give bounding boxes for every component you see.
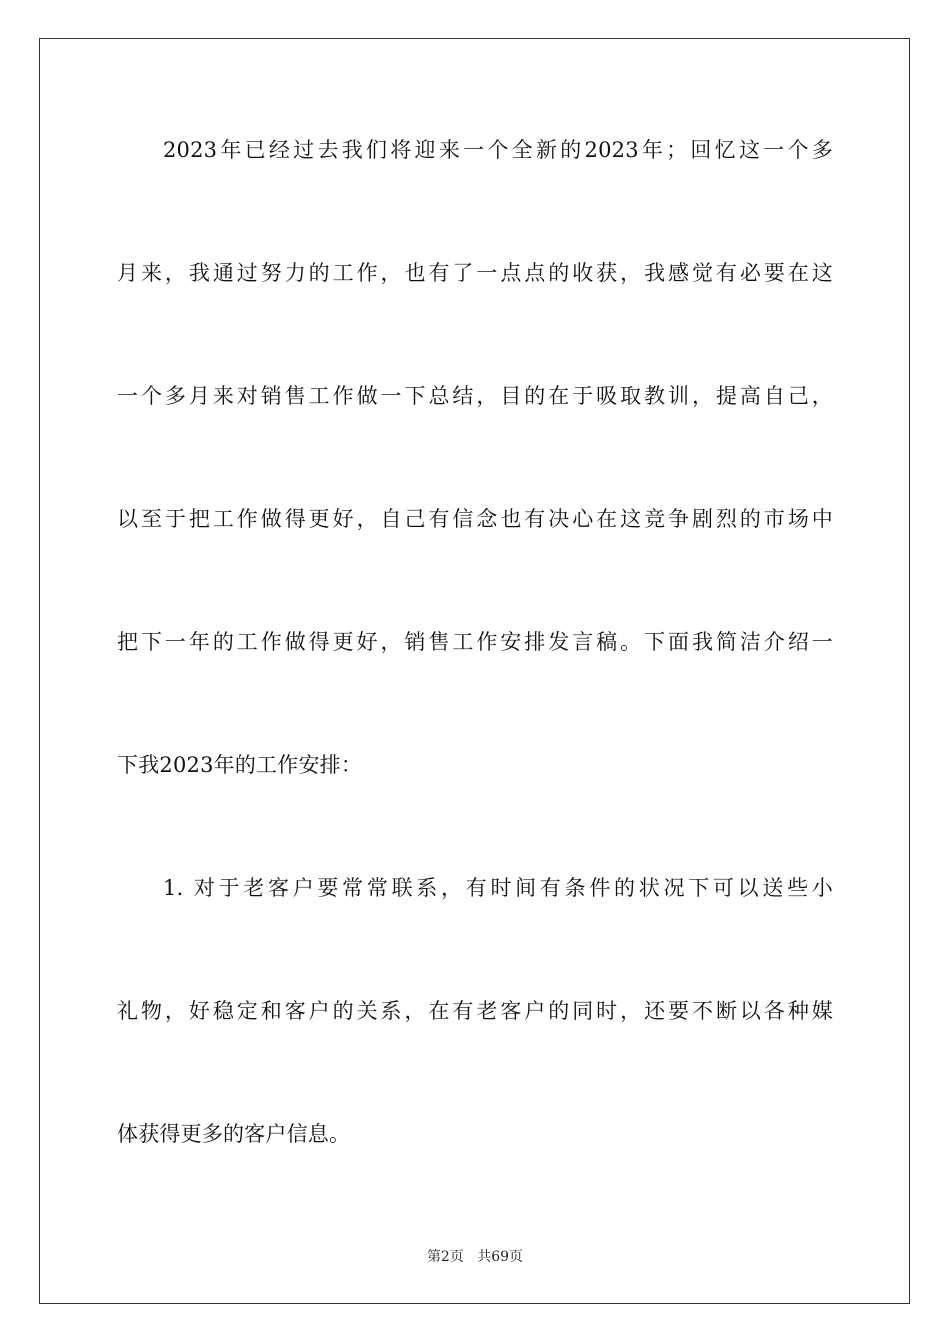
page-number: 第2页 [426, 1249, 464, 1265]
paragraph-1-line-4: 以至于把工作做得更好，自己有信念也有决心在这竞争剧烈的市场中 [117, 507, 833, 531]
paragraph-1-line-6: 下我2023年的工作安排： [117, 753, 363, 777]
paragraph-1-line-2: 月来，我通过努力的工作，也有了一点点的收获，我感觉有必要在这 [117, 261, 833, 285]
page-footer [0, 1248, 950, 1266]
page-total: 共69页 [477, 1249, 524, 1265]
paragraph-2-line-2: 礼物，好稳定和客户的关系，在有老客户的同时，还要不断以各种媒 [117, 999, 833, 1023]
paragraph-1-line-5: 把下一年的工作做得更好，销售工作安排发言稿。下面我简洁介绍一 [117, 630, 833, 654]
paragraph-2-line-1: 1. 对于老客户要常常联系，有时间有条件的状况下可以送些小 [163, 876, 833, 900]
paragraph-1-line-3: 一个多月来对销售工作做一下总结，目的在于吸取教训，提高自己， [117, 384, 833, 408]
page-frame [39, 38, 910, 1304]
paragraph-1-line-1: 2023年已经过去我们将迎来一个全新的2023年；回忆这一个多 [163, 138, 833, 162]
paragraph-2-line-3: 体获得更多的客户信息。 [117, 1122, 351, 1146]
